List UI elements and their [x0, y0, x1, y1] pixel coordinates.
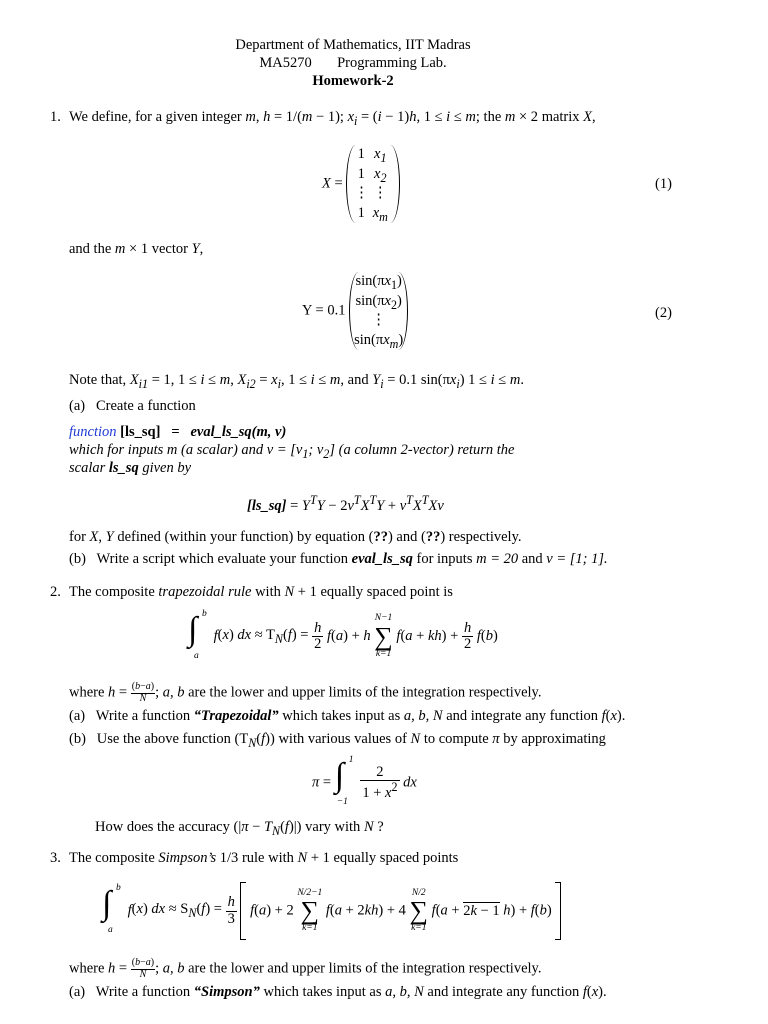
function-signature: function [ls_sq] = eval_ls_sq(m, v)	[69, 424, 287, 440]
header-department: Department of Mathematics, IIT Madras	[235, 37, 471, 53]
simpson-formula: ∫ b a f(x) dx ≈ $S_N(f)$ = $\frac{h}{3}$ f(a) + 2 N/2−1 ∑ k=1 f(a + 2kh) + 4 N/2 ∑ k=1 f(a + 2k − 1 h) + f(b)	[102, 882, 561, 938]
q2-number: 2.	[50, 584, 61, 600]
q2-part-a: (a) Write a function “Trapezoidal” which takes input as a, b, N and integrate any function f(x).	[69, 708, 626, 724]
course-name: Programming Lab.	[337, 55, 447, 71]
q3-number: 3.	[50, 850, 61, 866]
q1-intro: We define, for a given integer m, h = 1/(m − 1); $x_i = (i - 1)h$, 1 ≤ i ≤ m; the m × 2 matrix X,	[69, 109, 596, 128]
matrix-x: 1 $x_1$ 1 $x_2$ ⋮ ⋮ 1 $x_m$	[346, 145, 400, 223]
q2-intro: The composite trapezoidal rule with N + 1 equally spaced point is	[69, 584, 453, 600]
q3-intro: The composite Simpson’s 1/3 rule with N + 1 equally spaced points	[69, 850, 459, 866]
header-course	[0, 55, 706, 72]
eq2-number: (2)	[655, 305, 672, 321]
equation-1: X = 1 $x_1$ 1 $x_2$ ⋮ ⋮ 1 $x_m$	[322, 145, 400, 223]
function-description: which for inputs m (a scalar) and $v = [v_1$; $v_2$] (a column 2-vector) return the	[69, 442, 515, 461]
q1-for-xy: for X, Y defined (within your function) by equation (??) and (??) respectively.	[69, 529, 522, 545]
q1-and-the: and the m × 1 vector Y,	[69, 241, 204, 257]
q2-accuracy: How does the accuracy $(|\pi - T_N(f)|)$ vary with N ?	[95, 819, 384, 838]
q2-part-b: (b) Use the above function $(T_N(f))$ with various values of N to compute π by approximating	[69, 731, 606, 750]
q2-where: where h = $\frac{(b-a)}{N}$ ; a, b are the lower and upper limits of the integration respectively.	[69, 681, 542, 704]
equation-2: Y = 0.1 $\sin(\pi x_1)$ $\sin(\pi x_2)$ ⋮ $\sin(\pi x_m)$	[302, 272, 408, 350]
pi-integral: π = ∫ 1 −1 $\frac{2}{1 + x^2}$ dx	[312, 755, 417, 807]
q3-part-a: (a) Write a function “Simpson” which takes input as a, b, N and integrate any function f(x).	[69, 984, 607, 1000]
q3-where: where h = $\frac{(b-a)}{N}$ ; a, b are the lower and upper limits of the integration respectively.	[69, 957, 542, 980]
ls-sq-formula: [ls_sq] = $Y^TY - 2v^TX^TY + v^TX^TXv$	[247, 493, 444, 514]
q1-number: 1.	[50, 109, 61, 125]
ref-2: ??	[425, 529, 441, 545]
function-description-2: scalar ls_sq given by	[69, 460, 192, 476]
eq1-number: (1)	[655, 176, 672, 192]
course-code: MA5270	[259, 55, 312, 71]
vector-y: $\sin(\pi x_1)$ $\sin(\pi x_2)$ ⋮ $\sin(\pi x_m)$	[349, 272, 408, 350]
page-title: Homework-2	[312, 73, 394, 89]
q1-note: Note that, $X_{i1} = 1$, 1 ≤ i ≤ m, $X_{i2} = x_i$, 1 ≤ i ≤ m, and $Y_i = 0.1$ $\sin(\pi x_i) 1 \le i \le m$.	[69, 372, 524, 391]
trapezoid-formula: ∫ b a f(x) dx ≈ $T_N(f)$ = $\frac{h}{2}$ f(a) + h N−1 ∑ k=1 f(a + kh) + $\frac{h}{2}$ f(b)	[188, 608, 498, 661]
q1-part-a: (a) Create a function	[69, 398, 196, 414]
q1-part-b: (b) Write a script which evaluate your function eval_ls_sq for inputs m = 20 and v = [1; 1].	[69, 551, 608, 567]
